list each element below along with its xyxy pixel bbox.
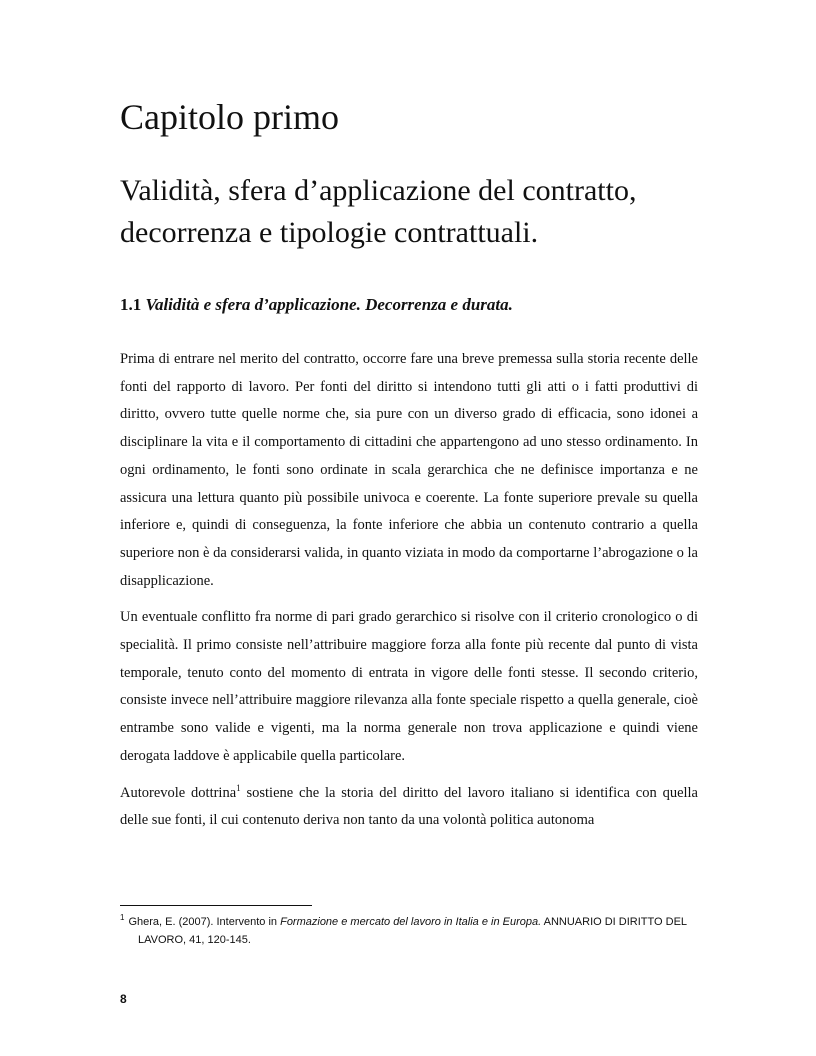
paragraph-3-start: Autorevole dottrina — [120, 784, 237, 801]
chapter-title: Capitolo primo — [120, 97, 339, 137]
section-heading — [120, 294, 513, 316]
paragraph-2: Un eventuale conflitto fra norme di pari grado gerarchico si risolve con il criterio cronologico o di specialità. Il primo consiste nell’attribuire maggiore forza alla fonte più recente dal punto di vista temporale, tenuto conto del momento di entrata in vigore delle fonti stesse. Il secondo criterio, consiste invece nell’attribuire maggiore rilevanza alla fonte speciale rispetto a quella generale, cioè entrambe sono valide e vigenti, ma la norma generale non trova applicazione e quindi viene derogata laddove è applicabile quella particolare. — [120, 609, 698, 764]
footnote-separator — [120, 905, 312, 906]
paragraph-3 — [120, 780, 698, 835]
page-number: 8 — [120, 992, 127, 1006]
footnote-prefix: Ghera, E. (2007). Intervento in — [128, 916, 281, 928]
paragraph-1: Prima di entrare nel merito del contratto, occorre fare una breve premessa sulla storia recente delle fonti del rapporto di lavoro. Per fonti del diritto si intendono tutti gli atti o i fatti produttivi di diritto, ovvero tutte quelle norme che, sia pure con un diverso grado di efficacia, sono idonei a disciplinare la vita e il comportamento di cittadini che appartengono ad uno stesso ordinamento. In ogni ordinamento, le fonti sono ordinate in scala gerarchica che ne definisce importanza e ne assicura una lettura quanto più possibile univoca e coerente. La fonte superiore prevale su quella inferiore e, quindi di conseguenza, la fonte inferiore che abbia un contenuto contrario a quella superiore non è da considerarsi valida, in quanto viziata in modo da comportarne l’abrogazione o la disapplicazione. — [120, 351, 698, 589]
chapter-subtitle: Validità, sfera d’applicazione del contratto, decorrenza e tipologie contrattuali. — [120, 174, 637, 249]
footnote-suffix: ANNUARIO DI DIRITTO DEL LAVORO, 41, 120-145. — [138, 916, 687, 946]
paragraph-3-rest: sostiene che la storia del diritto del lavoro italiano si identifica con quella delle sue fonti, il cui contenuto deriva non tanto da una volontà politica autonoma — [120, 784, 698, 829]
section-title: Validità e sfera d’applicazione. Decorrenza e durata. — [145, 295, 513, 314]
footnote — [120, 913, 698, 949]
footnote-reference[interactable]: 1 — [236, 782, 241, 793]
body-text — [120, 346, 698, 844]
section-number: 1.1 — [120, 295, 142, 314]
footnote-work-title: Formazione e mercato del lavoro in Italia e in Europa. — [280, 916, 542, 928]
footnote-marker: 1 — [120, 913, 125, 923]
